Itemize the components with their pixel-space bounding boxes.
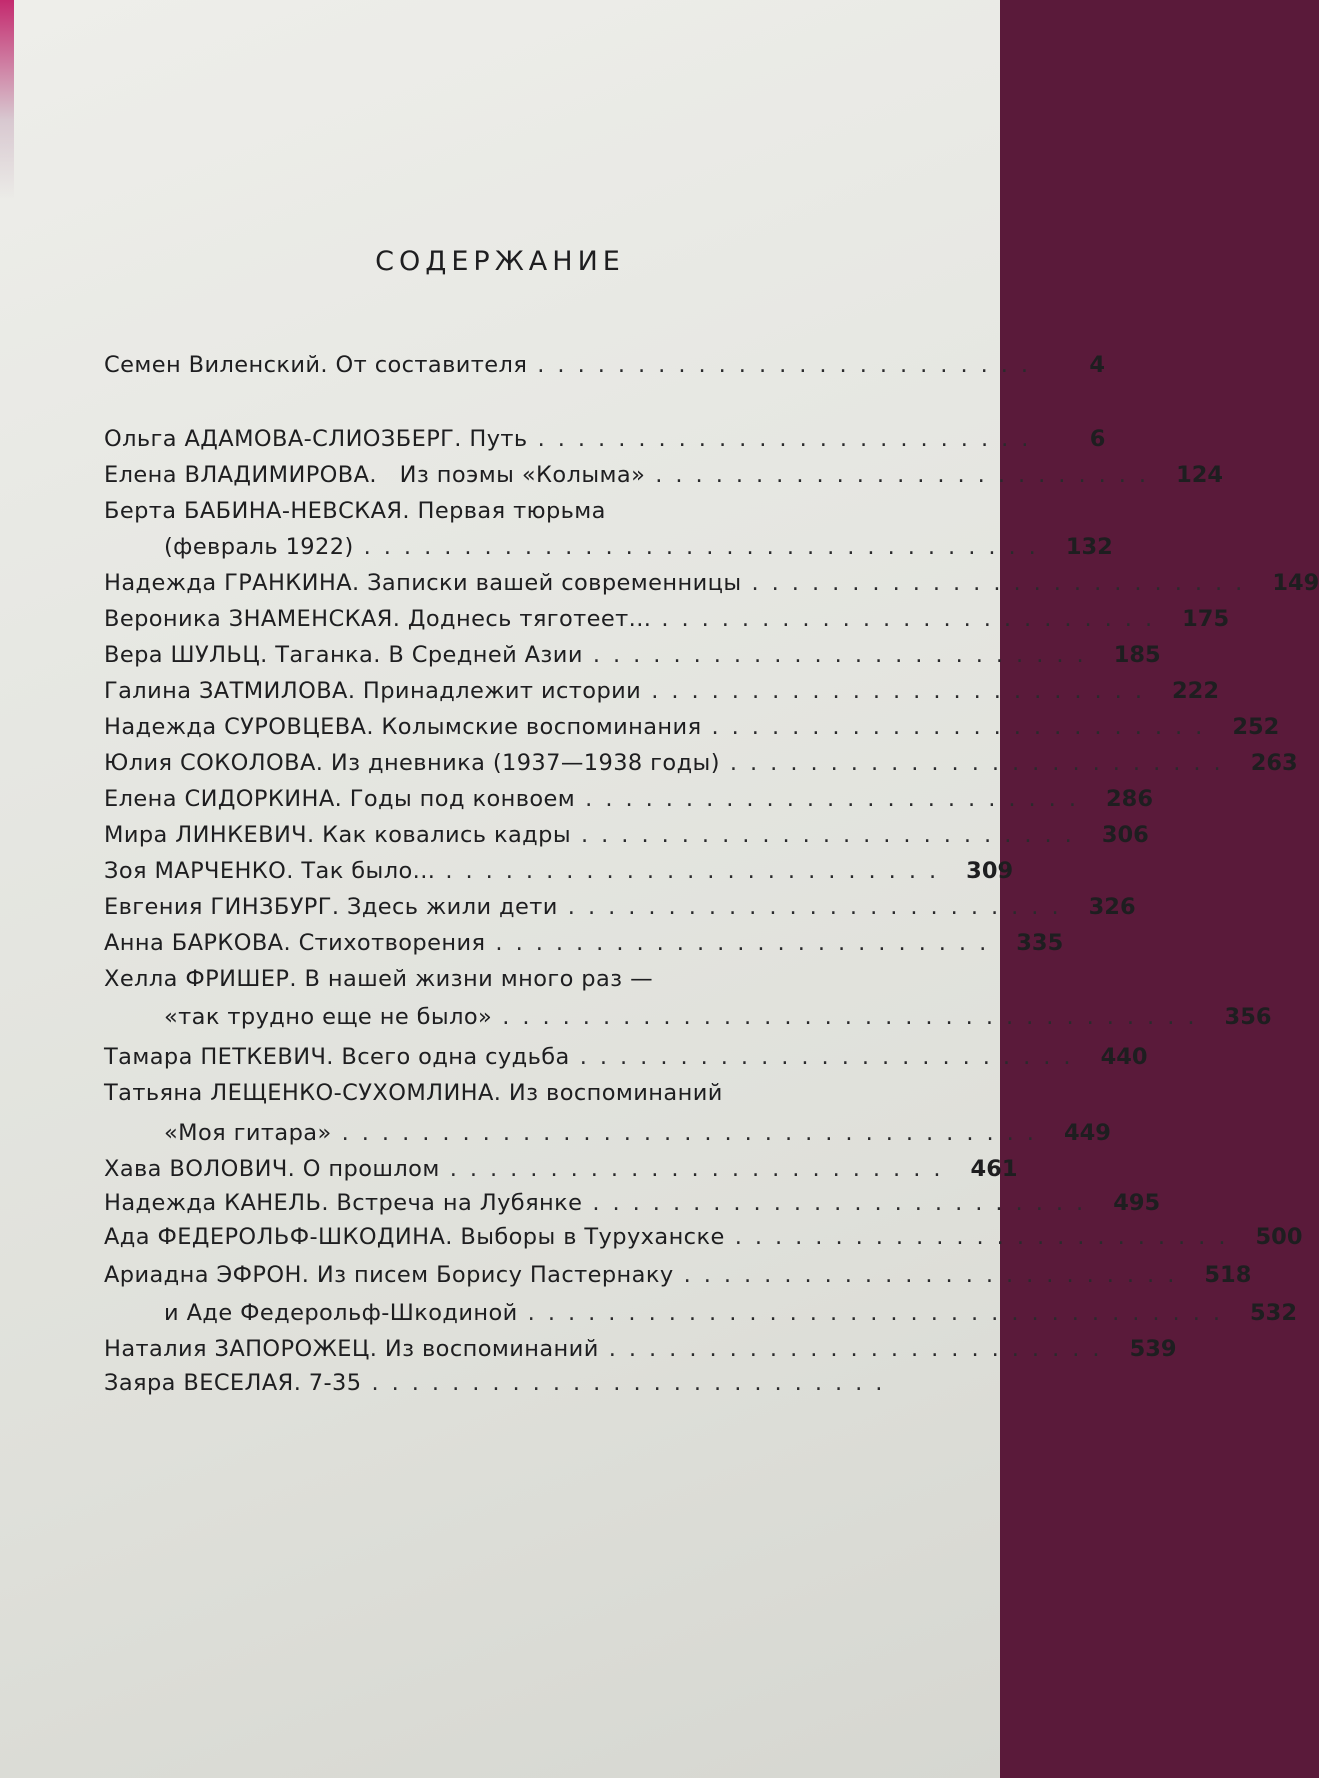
toc-entry-title: Анна БАРКОВА. Стихотворения — [104, 930, 486, 956]
toc-entry — [104, 962, 964, 996]
toc-entry-title: Елена СИДОРКИНА. Годы под конвоем — [104, 786, 576, 812]
toc-entry-title: Мира ЛИНКЕВИЧ. Как ковались кадры — [104, 822, 571, 848]
leader-dots: ................................... — [502, 1004, 1208, 1030]
toc-entry-page: 124 — [1176, 462, 1224, 488]
toc-entry — [104, 458, 1224, 492]
toc-entry — [104, 890, 1136, 924]
toc-entry-title: Надежда КАНЕЛЬ. Встреча на Лубянке — [104, 1190, 583, 1216]
toc-entry — [104, 854, 1014, 888]
toc-entry-page: 440 — [1100, 1044, 1148, 1070]
toc-entry-title: «так трудно еще не было» — [164, 1004, 493, 1030]
toc-entry-page: 500 — [1255, 1224, 1303, 1250]
toc-entry — [104, 1366, 896, 1400]
toc-entry-page: 449 — [1063, 1120, 1111, 1146]
toc-entry-title: Наталия ЗАПОРОЖЕЦ. Из воспоминаний — [104, 1336, 599, 1362]
toc-entry-title: Татьяна ЛЕЩЕНКО-СУХОМЛИНА. Из воспоминаний — [104, 1080, 723, 1106]
leader-dots: ......................... — [729, 750, 1234, 776]
leader-dots: ......................... — [445, 858, 950, 884]
toc-entry-title: Вероника ЗНАМЕНСКАЯ. Доднесь тяготеет... — [104, 606, 652, 632]
toc-entry-title: Ариадна ЭФРОН. Из писем Борису Пастернаку — [104, 1262, 674, 1288]
toc-entry — [104, 1258, 1252, 1292]
toc-entry-page: 132 — [1065, 534, 1113, 560]
toc-entry-title: Зоя МАРЧЕНКО. Так было... — [104, 858, 436, 884]
toc-entry-page: 149 — [1272, 570, 1319, 596]
leader-dots: ......................... — [567, 894, 1072, 920]
leader-dots: ......................... — [495, 930, 1000, 956]
toc-entry-page: 539 — [1129, 1336, 1177, 1362]
toc-entry — [104, 638, 1161, 672]
toc-entry-title: Евгения ГИНЗБУРГ. Здесь жили дети — [104, 894, 558, 920]
toc-entry — [104, 566, 1319, 600]
toc-entry-title: (февраль 1922) — [164, 534, 354, 560]
toc-entry-page: 518 — [1204, 1262, 1252, 1288]
toc-entry-title: Вера ШУЛЬЦ. Таганка. В Средней Азии — [104, 642, 583, 668]
toc-entry-page: 4 — [1089, 352, 1106, 378]
leader-dots: ......................... — [683, 1262, 1188, 1288]
toc-entry — [104, 348, 1106, 382]
toc-entry — [104, 422, 1106, 456]
toc-entry — [104, 1076, 964, 1110]
toc-entry — [104, 926, 1064, 960]
toc-entry-title: и Аде Федерольф-Шкодиной — [164, 1300, 518, 1326]
leader-dots: ......................... — [751, 570, 1256, 596]
toc-entry — [104, 746, 1298, 780]
toc-entry-page: 185 — [1113, 642, 1161, 668]
toc-entry — [164, 1000, 1272, 1034]
leader-dots: ......................... — [592, 1190, 1097, 1216]
toc-entry-title: Семен Виленский. От составителя — [104, 352, 528, 378]
leader-dots: .......................... — [371, 1370, 896, 1396]
toc-entry-title: Берта БАБИНА-НЕВСКАЯ. Первая тюрьма — [104, 498, 606, 524]
toc-entry — [104, 1332, 1177, 1366]
toc-entry — [104, 782, 1153, 816]
contents-heading: СОДЕРЖАНИЕ — [375, 246, 625, 277]
leader-dots: ......................... — [661, 606, 1166, 632]
leader-dots: ......................... — [734, 1224, 1239, 1250]
toc-entry-title: Заяра ВЕСЕЛАЯ. 7-35 — [104, 1370, 362, 1396]
toc-entry-page: 335 — [1016, 930, 1064, 956]
toc-entry — [164, 1116, 1111, 1150]
toc-entry-page: 6 — [1089, 426, 1106, 452]
toc-entry-page: 175 — [1182, 606, 1230, 632]
toc-entry-page: 326 — [1088, 894, 1136, 920]
toc-entry-title: Ольга АДАМОВА-СЛИОЗБЕРГ. Путь — [104, 426, 528, 452]
leader-dots: ......................... — [592, 642, 1097, 668]
leader-dots: ......................... — [537, 352, 1042, 378]
toc-entry-page: 495 — [1113, 1190, 1161, 1216]
toc-entry-page: 222 — [1172, 678, 1219, 704]
toc-entry-title: Ада ФЕДЕРОЛЬФ-ШКОДИНА. Выборы в Туруханске — [104, 1224, 725, 1250]
toc-entry-page: 461 — [970, 1156, 1018, 1182]
toc-entry — [104, 674, 1219, 708]
toc-entry — [104, 602, 1230, 636]
toc-entry-title: Галина ЗАТМИЛОВА. Принадлежит истории — [104, 678, 642, 704]
leader-dots: ......................... — [651, 678, 1155, 704]
leader-dots: ......................... — [711, 714, 1216, 740]
toc-entry-title: Хава ВОЛОВИЧ. О прошлом — [104, 1156, 440, 1182]
toc-entry-title: Надежда СУРОВЦЕВА. Колымские воспоминания — [104, 714, 702, 740]
toc-entry-title: Елена ВЛАДИМИРОВА. Из поэмы «Колыма» — [104, 462, 646, 488]
leader-dots: ......................... — [581, 822, 1085, 848]
leader-dots: ................................... — [527, 1300, 1233, 1326]
toc-entry-title: Хелла ФРИШЕР. В нашей жизни много раз — — [104, 966, 653, 992]
leader-dots: ......................... — [579, 1044, 1084, 1070]
toc-entry-page: 309 — [966, 858, 1014, 884]
toc-entry — [104, 710, 1280, 744]
toc-entry-title: Юлия СОКОЛОВА. Из дневника (1937—1938 годы) — [104, 750, 720, 776]
toc-entry — [104, 1040, 1148, 1074]
magenta-cover-edge — [0, 0, 14, 200]
leader-dots: ......................... — [608, 1336, 1113, 1362]
toc-entry — [164, 1296, 1297, 1330]
toc-entry — [104, 818, 1149, 852]
toc-entry-page: 263 — [1250, 750, 1298, 776]
toc-entry-page: 532 — [1250, 1300, 1297, 1326]
toc-entry-page: 286 — [1106, 786, 1153, 812]
leader-dots: ......................... — [449, 1156, 954, 1182]
leader-dots: .................................. — [363, 534, 1049, 560]
leader-dots: ......................... — [655, 462, 1160, 488]
toc-entry-title: «Моя гитара» — [164, 1120, 332, 1146]
toc-entry — [164, 530, 1113, 564]
toc-entry — [104, 1220, 1303, 1254]
toc-entry — [104, 1152, 1018, 1186]
toc-entry-page: 306 — [1101, 822, 1149, 848]
toc-entry — [104, 1186, 1161, 1220]
leader-dots: ......................... — [537, 426, 1042, 452]
toc-entry — [104, 494, 964, 528]
toc-entry-page: 356 — [1224, 1004, 1272, 1030]
toc-entry-page: 252 — [1232, 714, 1280, 740]
leader-dots: ......................... — [585, 786, 1089, 812]
toc-entry-title: Тамара ПЕТКЕВИЧ. Всего одна судьба — [104, 1044, 570, 1070]
leader-dots: ................................... — [341, 1120, 1047, 1146]
toc-entry-title: Надежда ГРАНКИНА. Записки вашей современницы — [104, 570, 742, 596]
